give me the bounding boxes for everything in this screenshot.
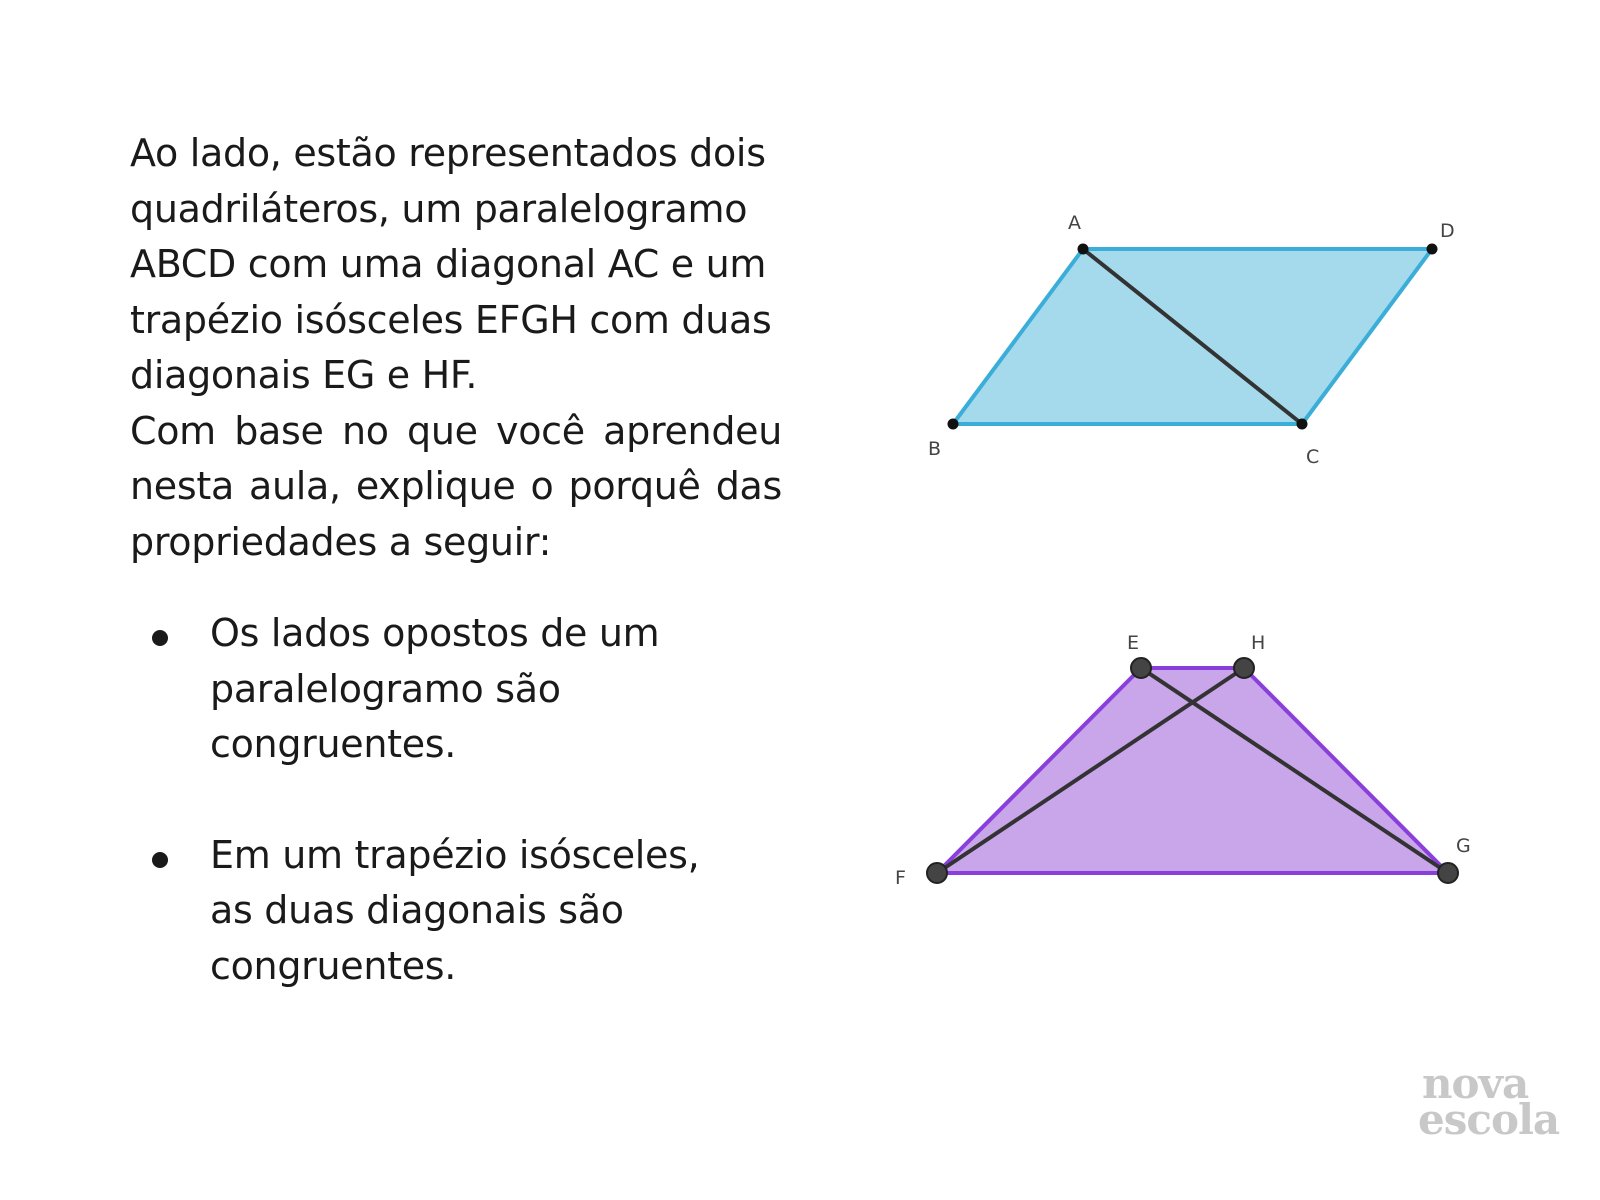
vertex-g [1438,863,1458,883]
vertex-a [1078,244,1089,255]
vertex-f [927,863,947,883]
label-e: E [1127,632,1140,654]
intro-paragraph: Ao lado, estão representados dois quadriláteros, um paralelogramo ABCD com uma diagonal AC e um trapézio isósceles EFGH com duas diagonais EG e HF. [130,131,772,397]
nova-escola-logo [1418,1059,1578,1144]
label-c: C [1306,446,1320,468]
label-g: G [1456,835,1471,857]
parallelogram-abcd [928,212,1455,468]
label-f: F [895,867,906,889]
label-d: D [1440,220,1455,242]
trapezoid-efgh [895,632,1471,889]
property-parallelogram: Os lados opostos de um paralelogramo são congruentes. [210,611,660,766]
property-trapezoid: Em um trapézio isósceles, as duas diagonais são congruentes. [210,832,700,988]
vertex-b [948,419,959,430]
label-a: A [1068,212,1081,234]
label-h: H [1251,632,1266,654]
logo-line-nova: nova [1422,1059,1529,1108]
vertex-c [1297,419,1308,430]
vertex-h [1234,658,1254,678]
logo-line-escola: escola [1418,1095,1560,1144]
vertex-e [1131,658,1151,678]
vertex-d [1427,244,1438,255]
trapezoid-shape [937,668,1448,873]
label-b: B [928,438,942,460]
prompt-paragraph: Com base no que você aprendeu nesta aula, explique o porquê das propriedades a seguir: [130,408,782,564]
